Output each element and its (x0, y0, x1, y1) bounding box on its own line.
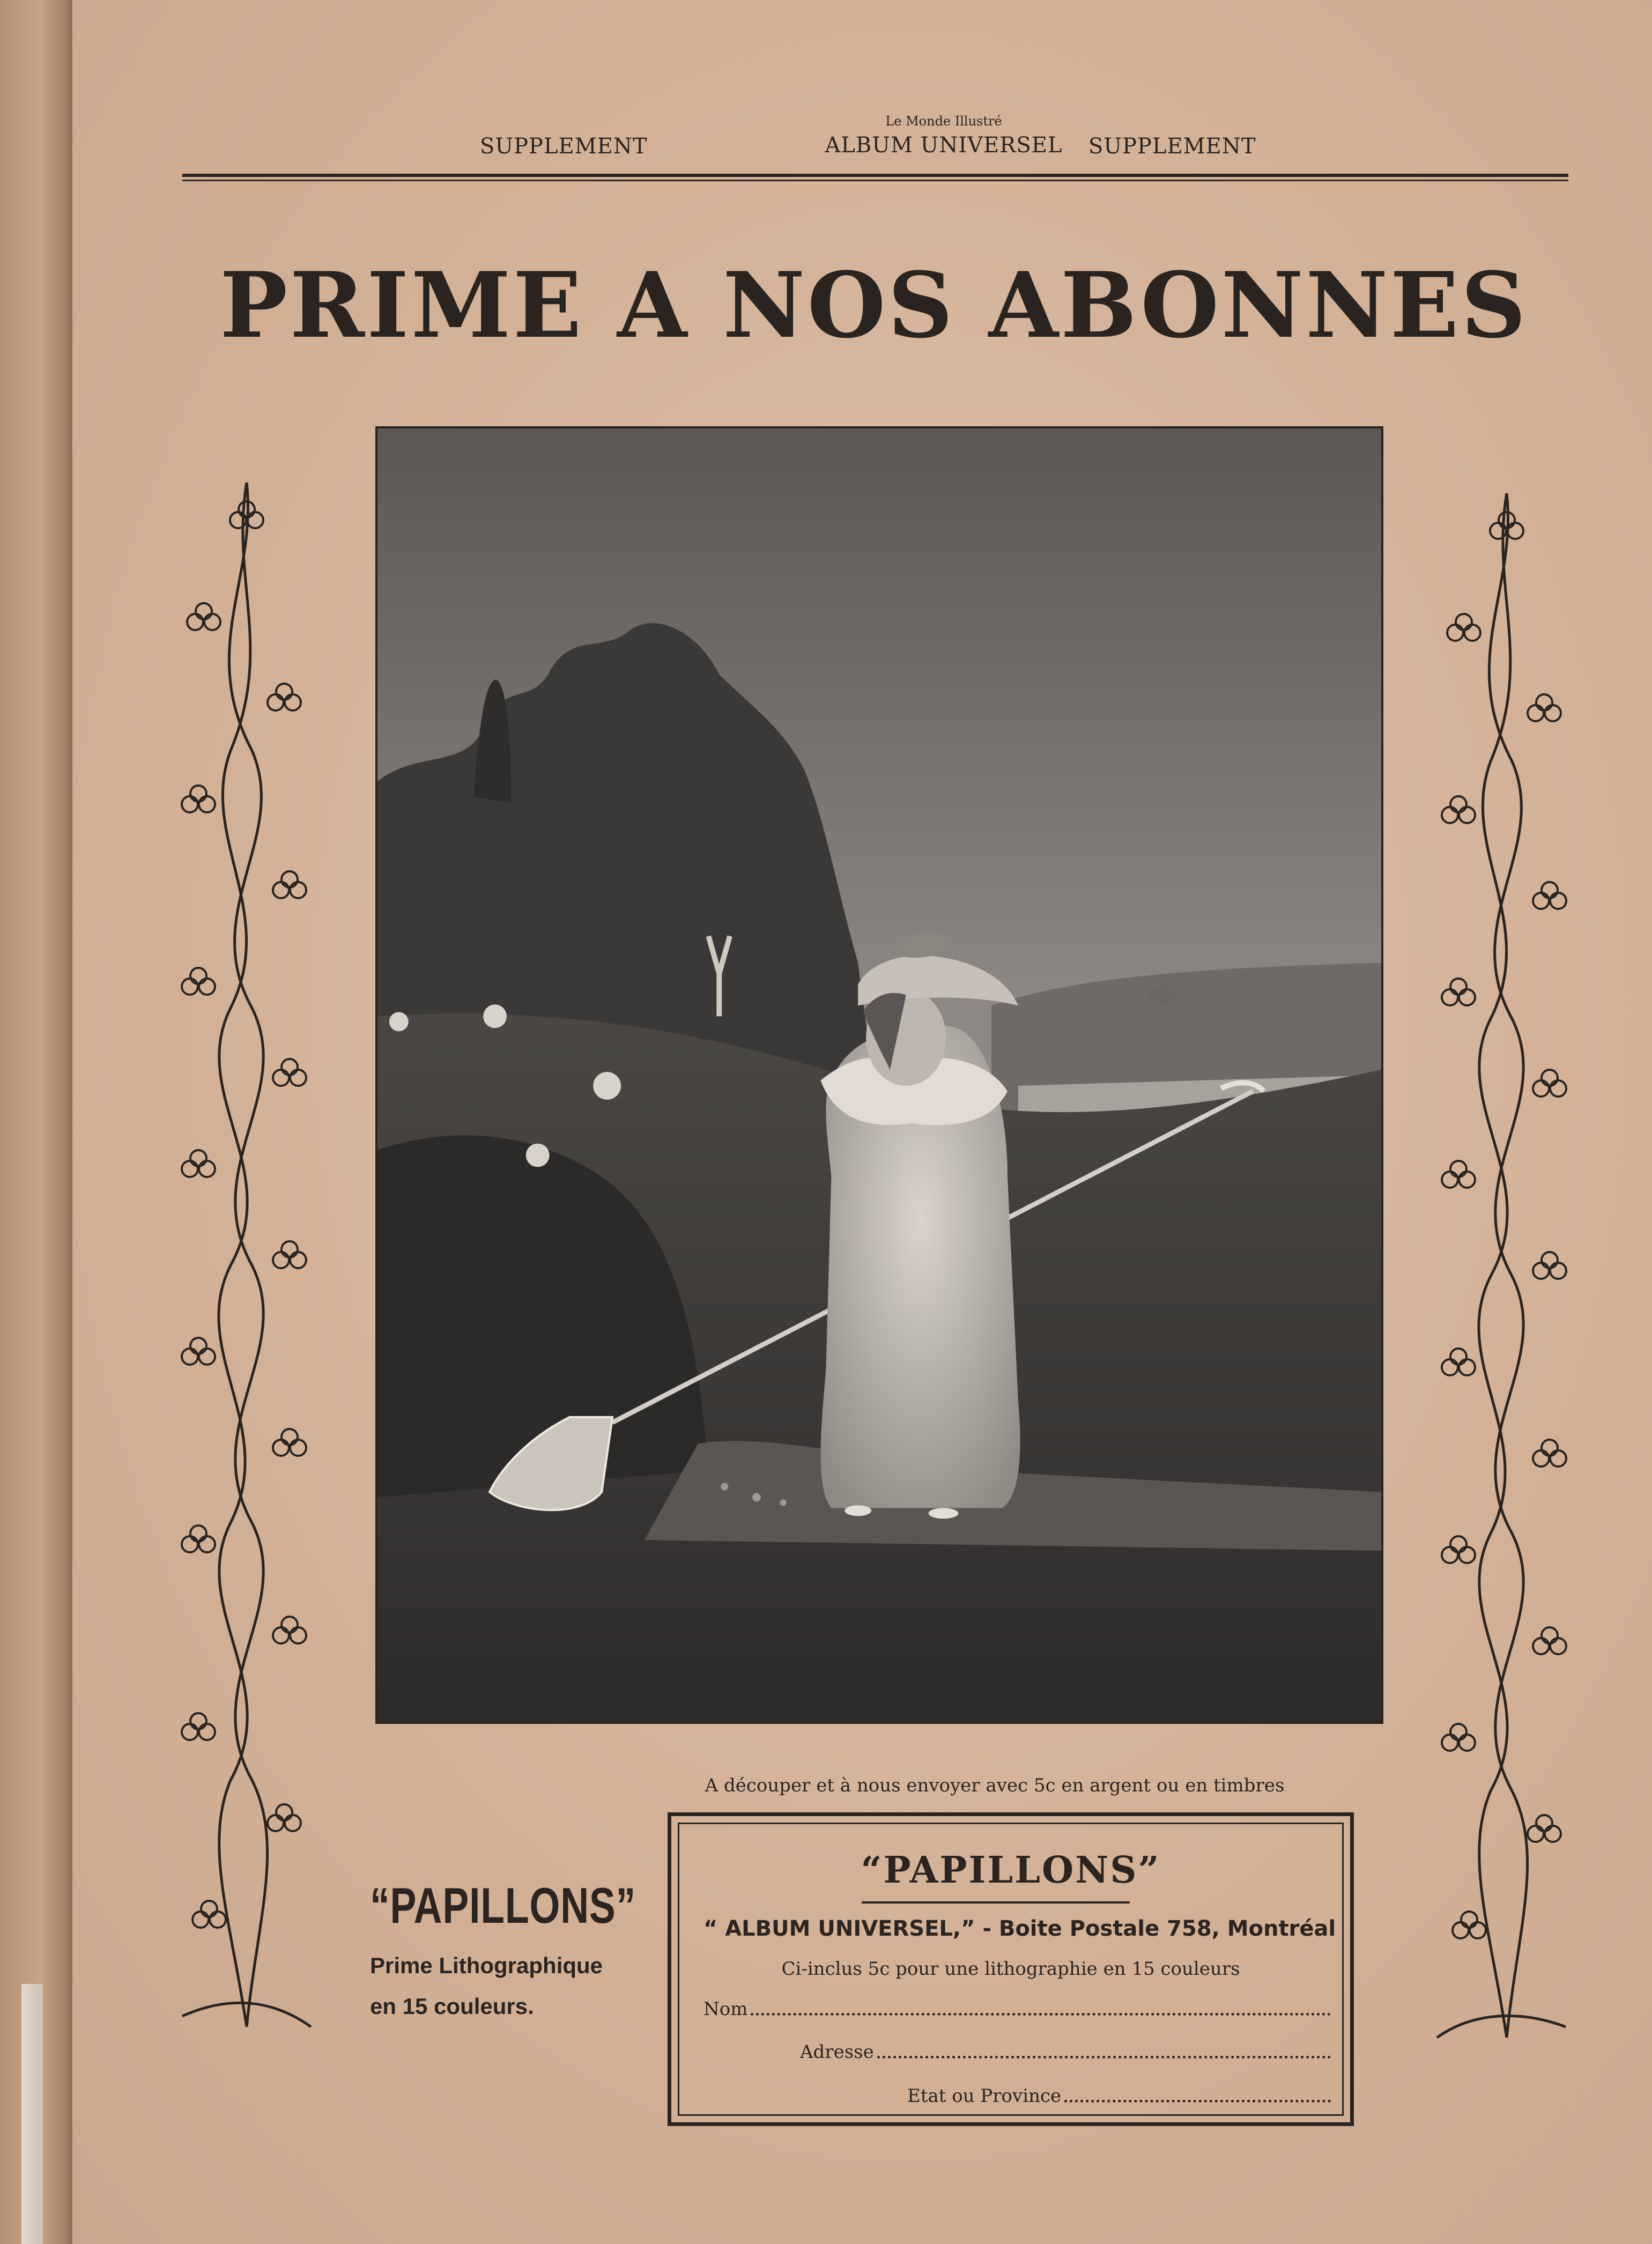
page-edge (21, 1984, 43, 2244)
clover-vine-icon (1426, 483, 1582, 2059)
promo-block (370, 1877, 670, 2019)
coupon-inner-border (678, 1823, 1344, 2116)
running-header (182, 114, 1566, 161)
name-field[interactable] (703, 1998, 1331, 2020)
name-field-label: Nom (703, 1998, 748, 2020)
header-publication: Le Monde Illustré (885, 114, 1002, 129)
clover-vine-icon (166, 472, 322, 2048)
header-right: SUPPLEMENT (1088, 134, 1256, 159)
photograph (375, 426, 1383, 1724)
name-field-line[interactable] (751, 2013, 1331, 2016)
promo-line2: en 15 couleurs. (370, 1994, 534, 2019)
state-field-line[interactable] (1064, 2100, 1331, 2102)
decorative-vine-right (1426, 483, 1582, 2059)
cut-out-instruction: A découper et à nous envoyer avec 5c en argent ou en timbres (705, 1775, 1285, 1796)
header-album: ALBUM UNIVERSEL (825, 133, 1063, 158)
photo-girl-with-butterfly-net (377, 428, 1381, 1722)
coupon-enclosed-line: Ci-inclus 5c pour une lithographie en 15 couleurs (781, 1958, 1240, 1980)
coupon-title: “PAPILLONS” (861, 1849, 1161, 1892)
address-field-label: Adresse (800, 2041, 874, 2063)
promo-line1: Prime Lithographique (370, 1953, 603, 1978)
coupon-title-underline (862, 1901, 1130, 1904)
page-spine (0, 0, 72, 2244)
header-rule (182, 174, 1568, 177)
state-field-label: Etat ou Province (907, 2085, 1062, 2107)
address-field[interactable] (800, 2041, 1331, 2063)
header-left: SUPPLEMENT (480, 134, 648, 159)
coupon-address-line: “ ALBUM UNIVERSEL,” - Boite Postale 758, Montréal (703, 1916, 1336, 1941)
header-center (751, 114, 1137, 158)
order-coupon (668, 1812, 1354, 2126)
header-rule-thin (182, 180, 1568, 181)
decorative-vine-left (166, 472, 322, 2048)
state-field[interactable] (907, 2085, 1331, 2107)
page-title: PRIME A NOS ABONNES (220, 252, 1528, 358)
address-field-line[interactable] (877, 2056, 1331, 2058)
promo-title: “PAPILLONS” (370, 1877, 636, 1934)
